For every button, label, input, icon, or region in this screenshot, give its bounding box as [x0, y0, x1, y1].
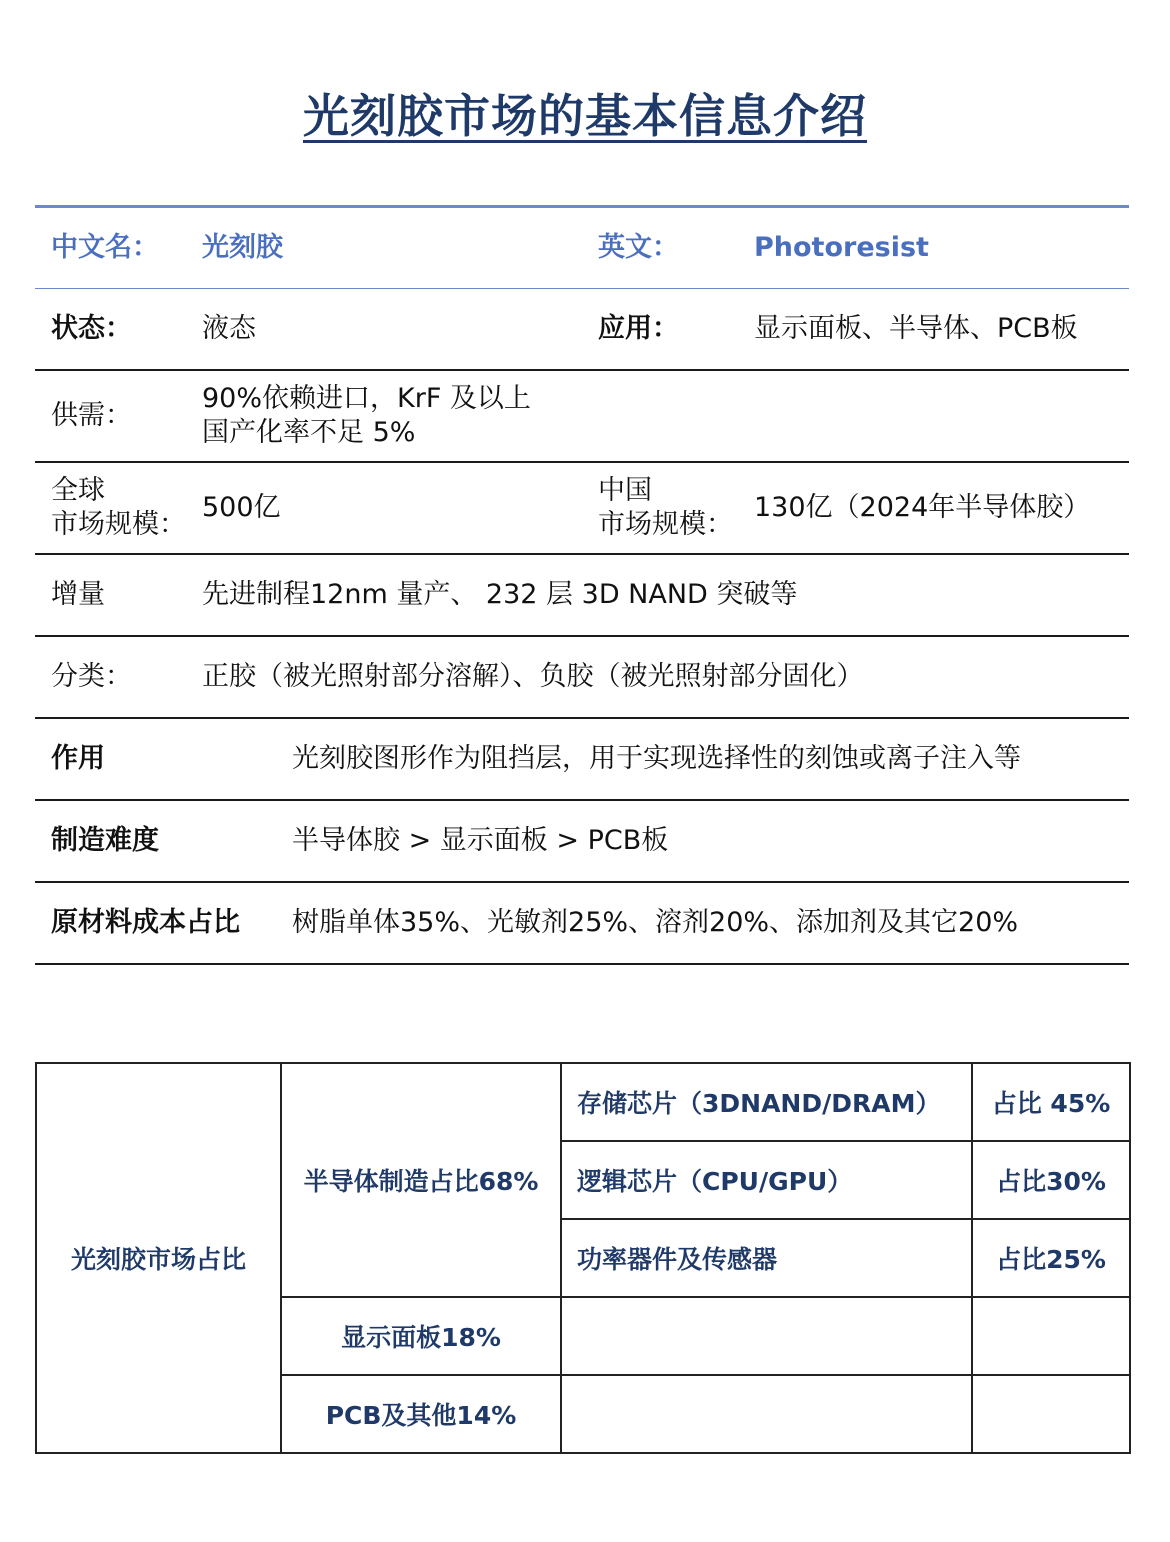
empty-cell	[972, 1375, 1130, 1453]
page-title-text: 光刻胶市场的基本信息介绍	[303, 89, 867, 143]
application-value: 显示面板、半导体、PCB板	[754, 313, 1078, 344]
function-label: 作用	[51, 743, 105, 774]
state-label: 状态：	[51, 313, 132, 344]
china-label-line1: 中国	[598, 475, 652, 506]
supply-value-line2: 国产化率不足 5%	[202, 417, 416, 448]
state-value: 液态	[202, 313, 256, 344]
global-label-line2: 市场规模：	[51, 509, 186, 540]
en-name-label: 英文：	[598, 232, 679, 263]
function-value: 光刻胶图形作为阻挡层，用于实现选择性的刻蚀或离子注入等	[292, 743, 1021, 774]
supply-value	[202, 382, 531, 450]
logic-chip-label: 逻辑芯片（CPU/GPU）	[561, 1141, 972, 1219]
supply-label: 供需：	[51, 400, 132, 431]
supply-value-line1: 90%依赖进口，KrF 及以上	[202, 383, 531, 414]
info-row-difficulty	[35, 801, 1129, 883]
empty-cell	[561, 1375, 972, 1453]
cn-name-value: 光刻胶	[202, 232, 283, 263]
cost-label: 原材料成本占比	[51, 907, 240, 938]
category-value: 正胶（被光照射部分溶解）、负胶（被光照射部分固化）	[202, 661, 864, 692]
info-row-supply	[35, 371, 1129, 463]
difficulty-value: 半导体胶 > 显示面板 > PCB板	[292, 825, 669, 856]
memory-chip-label: 存储芯片（3DNAND/DRAM）	[561, 1063, 972, 1141]
info-row-state	[35, 289, 1129, 371]
china-market-label	[598, 474, 733, 542]
empty-cell	[972, 1297, 1130, 1375]
china-label-line2: 市场规模：	[598, 509, 733, 540]
increment-value: 先进制程12nm 量产、 232 层 3D NAND 突破等	[202, 579, 798, 610]
pcb-other-share: PCB及其他14%	[281, 1375, 561, 1453]
info-table	[35, 205, 1129, 965]
power-device-label: 功率器件及传感器	[561, 1219, 972, 1297]
cn-name-label: 中文名：	[51, 232, 159, 263]
display-panel-share: 显示面板18%	[281, 1297, 561, 1375]
info-row-market-size	[35, 463, 1129, 555]
info-row-cost	[35, 883, 1129, 965]
market-share-table	[35, 1062, 1131, 1454]
info-row-category	[35, 637, 1129, 719]
cost-value: 树脂单体35%、光敏剂25%、溶剂20%、添加剂及其它20%	[292, 907, 1019, 938]
page-title	[0, 80, 1170, 146]
global-market-label	[51, 474, 186, 542]
info-row-increment	[35, 555, 1129, 637]
difficulty-label: 制造难度	[51, 825, 159, 856]
market-share-root-label: 光刻胶市场占比	[36, 1063, 281, 1453]
semiconductor-share: 半导体制造占比68%	[281, 1063, 561, 1297]
global-label-line1: 全球	[51, 475, 105, 506]
logic-chip-share: 占比30%	[972, 1141, 1130, 1219]
power-device-share: 占比25%	[972, 1219, 1130, 1297]
empty-cell	[561, 1297, 972, 1375]
en-name-value: Photoresist	[754, 232, 929, 263]
application-label: 应用：	[598, 313, 679, 344]
category-label: 分类：	[51, 661, 132, 692]
memory-chip-share: 占比 45%	[972, 1063, 1130, 1141]
increment-label: 增量	[51, 579, 105, 610]
info-row-function	[35, 719, 1129, 801]
global-market-value: 500亿	[202, 492, 281, 523]
china-market-value: 130亿（2024年半导体胶）	[754, 492, 1091, 523]
info-row-name	[35, 208, 1129, 289]
